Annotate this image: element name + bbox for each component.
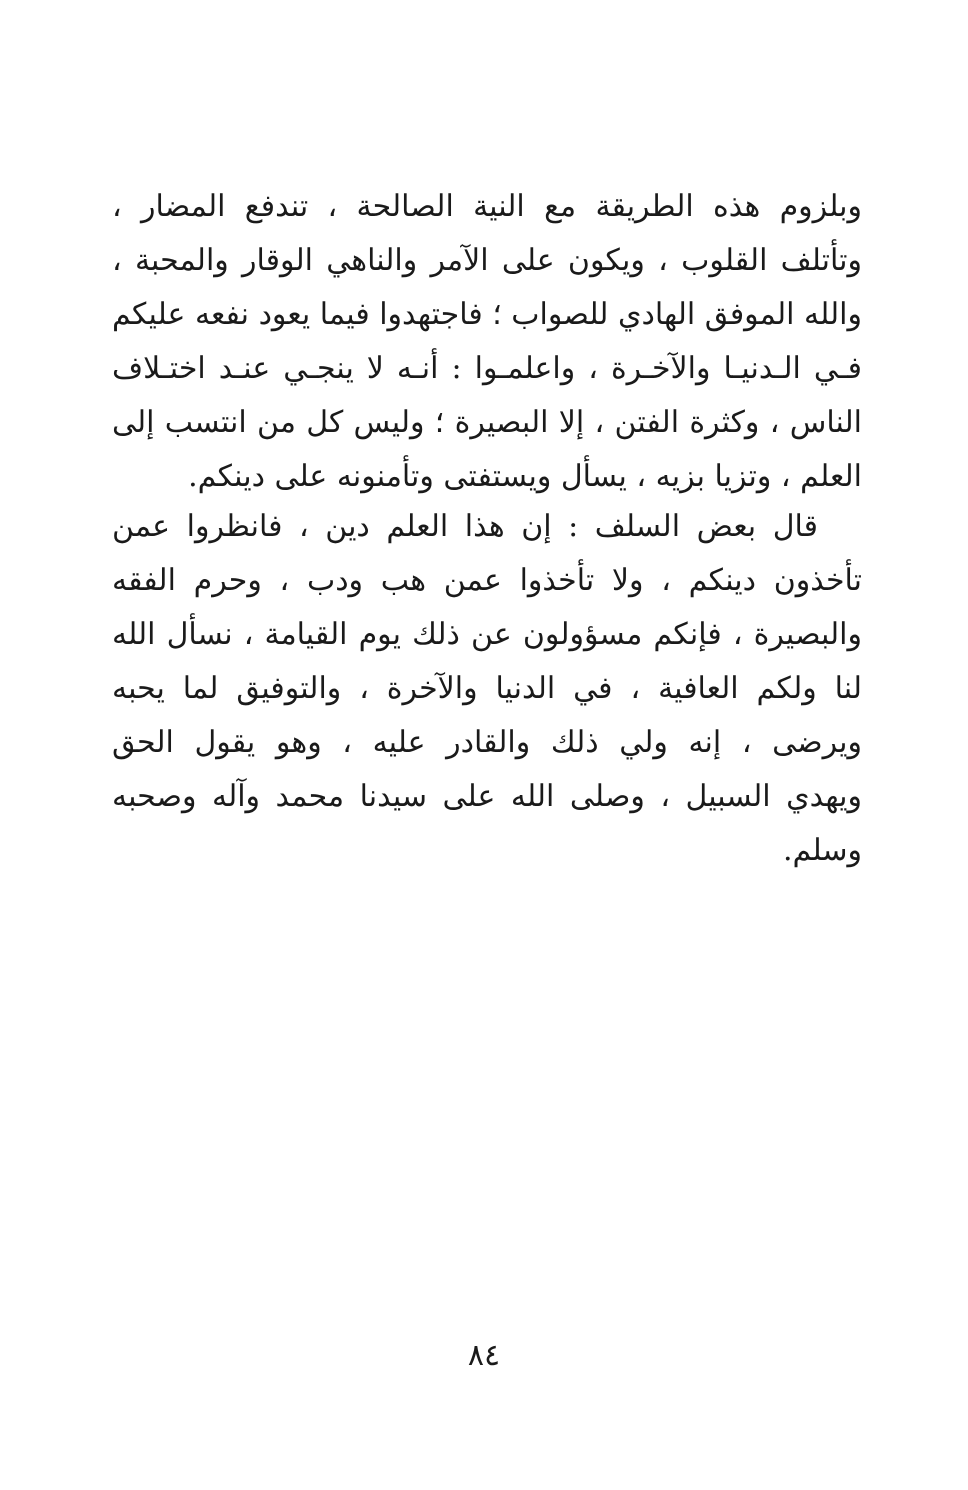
paragraph-line: قال بعض السلف : إن هذا العلم دين ، فانظروا عمن: [112, 509, 818, 544]
paragraph-line: وسلم.: [782, 833, 862, 868]
paragraph-line: ويهدي السبيل ، وصلى الله على سيدنا محمد وآله وصحبه: [112, 779, 862, 814]
paragraph-line: فـي الـدنيـا والآخـرة ، واعلمـوا : أنـه لا ينجـي عنـد اختـلاف: [112, 351, 862, 386]
paragraph-1: [112, 180, 862, 504]
paragraph-line: لنا ولكم العافية ، في الدنيا والآخرة ، والتوفيق لما يحبه: [112, 671, 862, 706]
paragraph-line: العلم ، وتزيا بزيه ، يسأل ويستفتى وتأمنونه على دينكم.: [188, 459, 862, 494]
paragraph-line: الناس ، وكثرة الفتن ، إلا البصيرة ؛ وليس كل من انتسب إلى: [112, 405, 862, 440]
paragraph-line: ويرضى ، إنه ولي ذلك والقادر عليه ، وهو يقول الحق: [112, 725, 862, 760]
paragraph-line: والله الموفق الهادي للصواب ؛ فاجتهدوا فيما يعود نفعه عليكم: [112, 297, 862, 332]
paragraph-line: والبصيرة ، فإنكم مسؤولون عن ذلك يوم القيامة ، نسأل الله: [112, 617, 862, 652]
page-number: ٨٤: [467, 1338, 501, 1373]
paragraph-2: [112, 500, 862, 878]
paragraph-line: وبلزوم هذه الطريقة مع النية الصالحة ، تندفع المضار ،: [112, 189, 862, 224]
paragraph-line: وتأتلف القلوب ، ويكون على الآمر والناهي الوقار والمحبة ،: [112, 243, 862, 278]
paragraph-line: تأخذون دينكم ، ولا تأخذوا عمن هب ودب ، وحرم الفقه: [112, 563, 862, 598]
